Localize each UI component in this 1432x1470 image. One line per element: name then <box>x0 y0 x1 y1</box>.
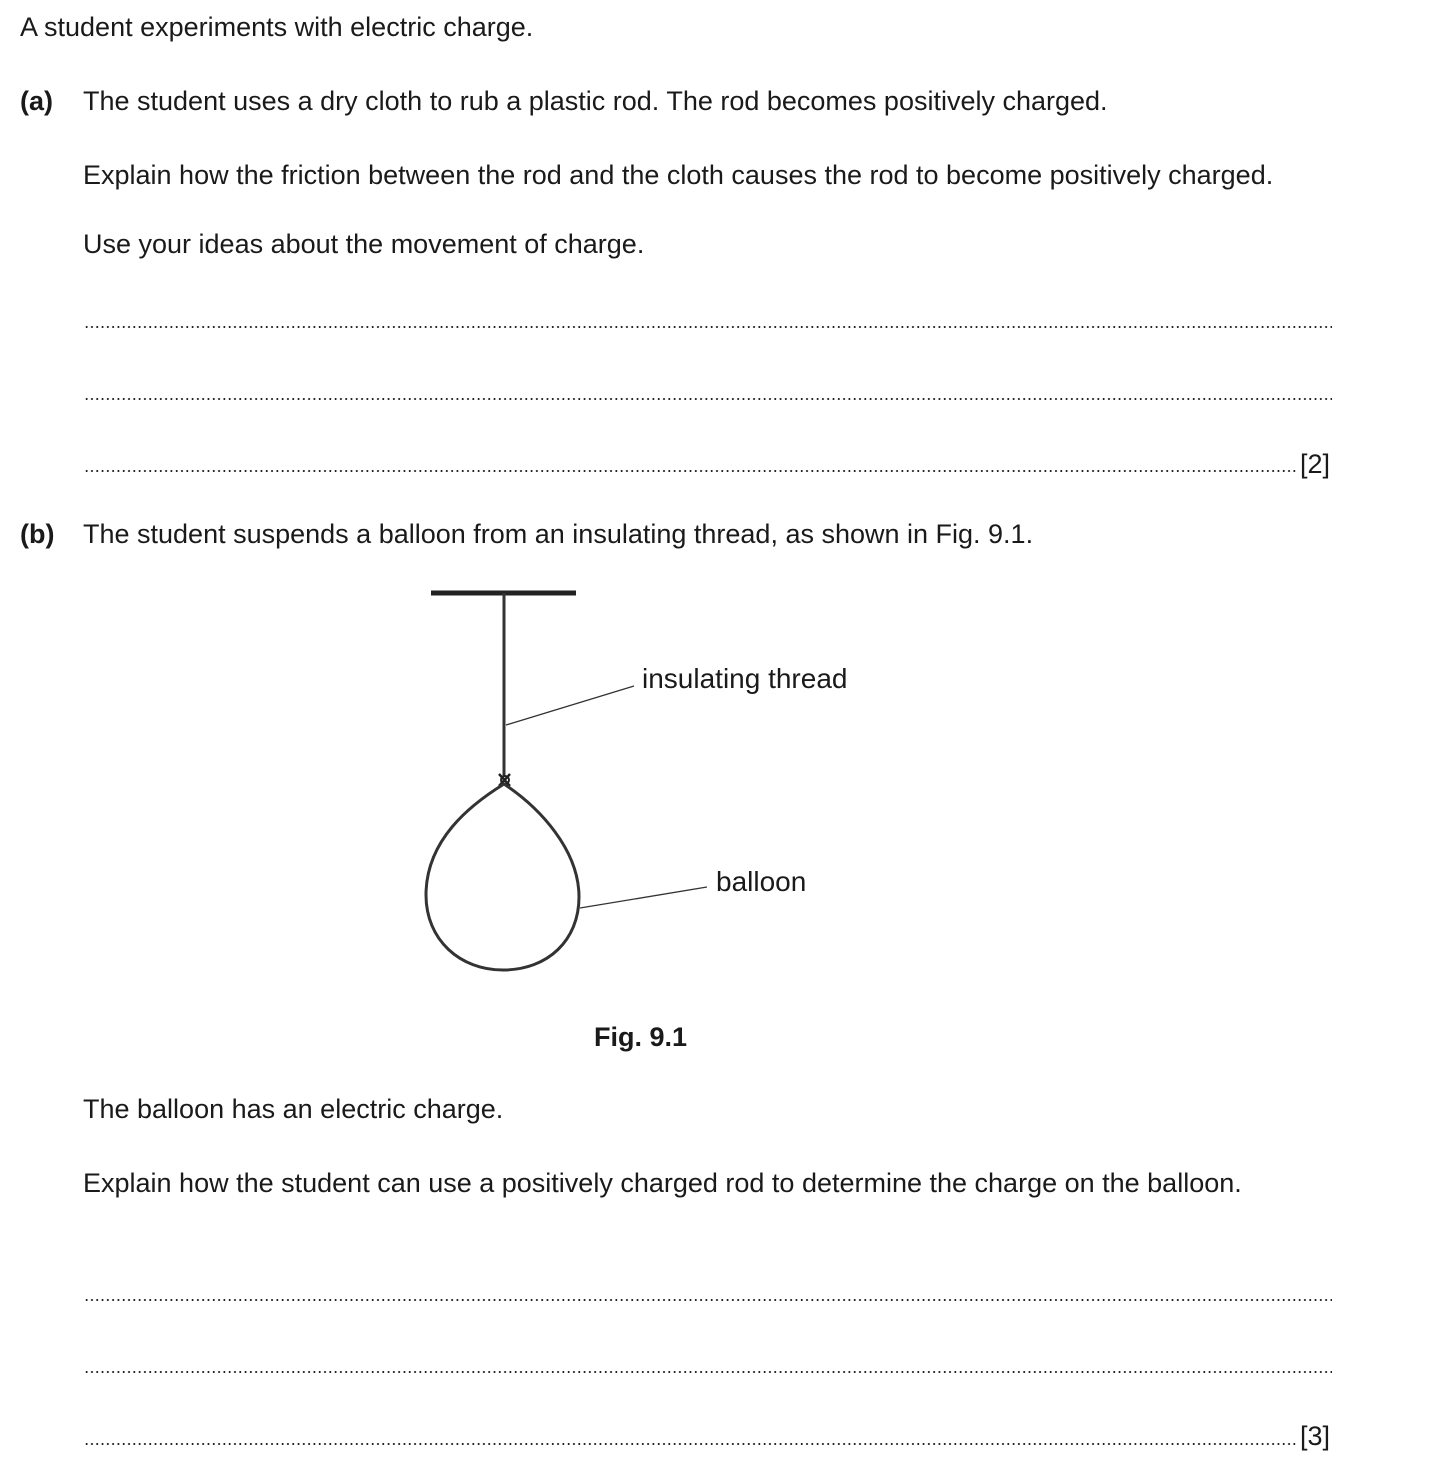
part-a-label: (a) <box>20 86 53 116</box>
thread-label: insulating thread <box>642 663 848 694</box>
answer-line-b-1[interactable] <box>84 1299 1332 1301</box>
part-b-marks: [3] <box>1300 1421 1331 1451</box>
part-a-statement: The student uses a dry cloth to rub a plastic rod. The rod becomes positively charged. <box>83 86 1108 116</box>
balloon-outline <box>426 784 579 970</box>
part-b-info: The balloon has an electric charge. <box>83 1094 504 1124</box>
part-b-label: (b) <box>20 519 55 549</box>
question-intro: A student experiments with electric charge. <box>20 12 534 42</box>
part-b-statement: The student suspends a balloon from an insulating thread, as shown in Fig. 9.1. <box>83 519 1034 549</box>
part-b-instruction: Explain how the student can use a positively charged rod to determine the charge on the balloon. <box>83 1168 1242 1198</box>
part-a-instruction: Explain how the friction between the rod and the cloth causes the rod to become positively charged. <box>83 160 1274 190</box>
answer-line-b-3[interactable] <box>84 1443 1298 1445</box>
balloon-label: balloon <box>716 866 807 897</box>
answer-line-b-2[interactable] <box>84 1371 1332 1373</box>
part-a-marks: [2] <box>1300 449 1331 479</box>
thread-leader-line <box>506 686 634 725</box>
figure-caption: Fig. 9.1 <box>594 1022 688 1052</box>
part-a-instruction-2: Use your ideas about the movement of charge. <box>83 229 645 259</box>
balloon-leader-line <box>580 887 707 908</box>
